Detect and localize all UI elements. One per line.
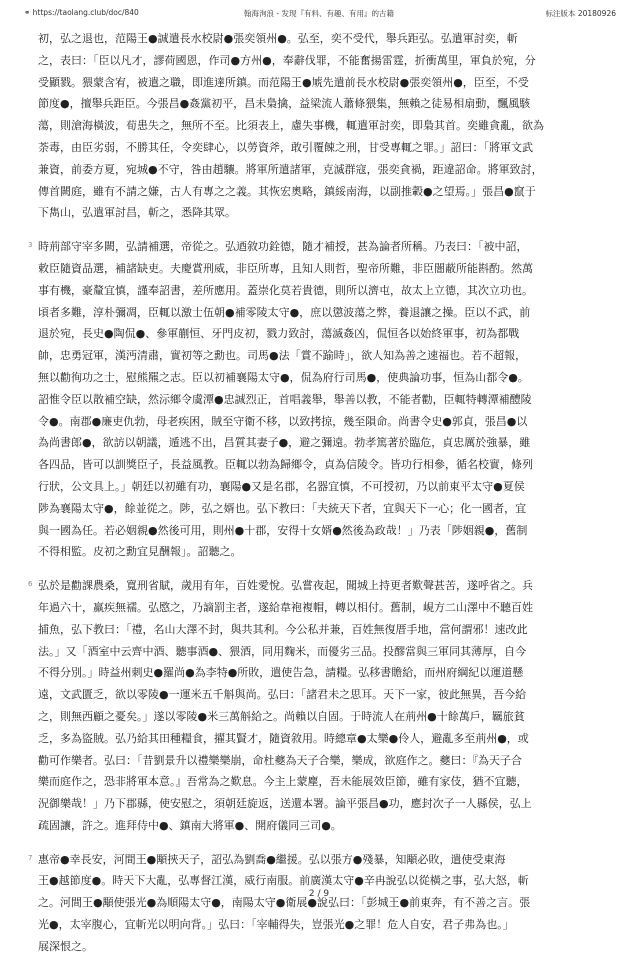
text-line: 弘於是勸課農桑，寬刑省賦，歲用有年，百姓愛悅。弘嘗夜起，聞城上持更者歎聲甚苦，遂呼省之。兵	[38, 579, 533, 593]
text-line: 不得分別。」時益州刺史●羅尚●為李特●所敗，遣使告急，請糧。弘移書贍給，而州府綱紀以運道懸	[38, 666, 524, 680]
paragraph-7	[28, 849, 613, 958]
paragraph-3	[28, 236, 613, 563]
text-line: 蕩，則滄海橫波，荀患失之，無所不至。比須表上，慮失事機，輒遣軍討奕，即梟其首。奕雖貪亂，欲為	[38, 119, 544, 133]
text-line: 荼毒，由臣劣弱，不勝其任，令奕肆心，以勞資斧，敢引覆餗之刑，甘受專輒之罪。」詔曰：「將軍文武	[38, 140, 533, 154]
text-line: 疏固讓，許之。進拜侍中●、鎮南大將軍●、開府儀同三司●。	[38, 818, 342, 832]
text-line: 樂而庭作之，恐非將軍本意。』吾常為之歎息。今主上蒙塵，吾未能展效臣節，雖有家伎，猶不宜聽，	[38, 775, 528, 789]
text-line: 無以勸徇功之士，慰熊羆之志。臣以初補襄陽太守●，侃為府行司馬●，使典論功事，恒為山都令●。	[38, 370, 529, 384]
text-line: 惠帝●幸長安，河間王●顒挾天子，詔弘為劉喬●繼援。弘以張方●殘暴，知顒必敗，遣使受東海	[38, 852, 506, 866]
paragraph-number: 7	[28, 853, 33, 862]
text-line: 年過六十，羸疾無襦。弘愍之，乃謫罰主者，遂給韋袍複帽，轉以相付。舊制，峴方二山澤中不聽百姓	[38, 600, 533, 614]
text-line: 令●。南郡●廉吏仇勃，母老疾困，賊至守衛不移，以致拷掠，幾至隕命。尚書令史●郭貞，張昌●以	[38, 414, 528, 428]
paragraph-number: 6	[28, 580, 33, 589]
text-line: 與一國為任。若必姻親●然後可用，則州●十郡，安得十女婿●然後為政哉！」乃表「陟姻親●，舊制	[38, 523, 528, 537]
text-line: 帥，忠勇冠軍，漢沔清肅，實初等之勳也。司馬●法「賞不踰時」，欲人知為善之速福也。若不超報，	[38, 349, 527, 363]
text-line: 不得相監。皮初之勳宜見酬報」。詔聽之。	[38, 545, 242, 559]
text-line: 初，弘之退也，范陽王●誠遣長水校尉●張奕領州●。弘至，奕不受代，舉兵距弘。弘遣軍討奕，斬	[38, 32, 518, 45]
text-line: 之，則無西顧之憂矣。」遂以零陵●米三萬斛給之。尚賴以自固。于時流人在荊州●十餘萬戶，羈旅貧	[38, 709, 525, 723]
document-body	[28, 28, 613, 958]
text-line: 敕臣隨資品選，補諸缺吏。夫慶賞刑威，非臣所專，且知人則哲，聖帝所難，非臣闇蔽所能斟酌。然萬	[38, 261, 533, 275]
header-url[interactable]: ⚭ https://taolang.club/doc/840	[24, 8, 139, 17]
header-version: 标注版本 20180926	[545, 9, 616, 18]
text-line: 為尚書郎●，欲訪以朝議，遁逃不出，昌質其妻子●，避之彌遠。勃孝篤著於臨危，貞忠厲於強暴，雖	[38, 436, 531, 450]
header-title: 翰海洵浪 - 发现『有料、有趣、有用』的古籍	[244, 9, 394, 18]
page-header	[0, 0, 638, 22]
text-line: 頃者多難，淳朴彌凋，臣輒以激士伍朝●補零陵太守●，庶以懲波蕩之弊，養退讓之操。臣以不武，前	[38, 305, 531, 319]
text-line: 行狀，公文具上。」朝廷以初雖有功，襄陽●又是名郡，名器宜慎，不可授初，乃以前東平太守●夏侯	[38, 479, 525, 493]
text-line: 法。」又「酒室中云齊中酒、聽事酒●、猥酒，同用麴米，而優劣三品。投醪當與三軍同其薄厚，自今	[38, 644, 527, 658]
text-line: 時荊部守宰多闕，弘請補選，帝從之。弘迺敘功銓德，隨才補授，甚為論者所稱。乃表曰：「被中詔，	[38, 240, 528, 254]
text-line: 陟為襄陽太守●，餘並從之。陟，弘之婿也。弘下教曰：「夫統天下者，宜與天下一心；化一國者，宜	[38, 501, 527, 515]
text-line: 事有機，豪釐宜慎，謹奉詔書，差所應用。蓋崇化莫若貴德，則所以濟屯，故太上立德，其次立功也。	[38, 283, 533, 297]
text-line: 遠，文武匱乏，欲以零陵●一運米五千斛與尚。弘曰：「諸君未之思耳。天下一家，彼此無異，吾今給	[38, 688, 527, 702]
text-line: 捕魚，弘下教曰：「禮，名山大澤不封，與共其利。今公私并兼，百姓無復厝手地，當何謂邪！速改此	[38, 622, 528, 636]
paragraph-6	[28, 575, 613, 837]
text-line: 光●，太宰腹心，宜斬光以明向背。」弘曰：「宰輔得失，豈張光●之罪！危人自安，君子弗為也。」	[38, 918, 514, 932]
text-line: 各四品，皆可以訓獎臣子，長益風教。臣輒以勃為歸鄉令，貞為信陵令。皆功行相參，循名校實，條列	[38, 458, 533, 472]
text-line: 節度●，擅舉兵距臣。今張昌●姦黨初平，昌未梟擒，益梁流人蕭條猥集，無賴之徒易相扇動，飄風駭	[38, 97, 531, 111]
text-line: 王●越節度●。時天下大亂，弘專督江漢，威行南服。前廣漢太守●辛冉說弘以從橫之事，弘大怒，斬	[38, 874, 529, 888]
text-line: 況御樂哉！」乃下郡縣，使安慰之，須朝廷旋返，送還本署。論平張昌●功，應封次子一人縣侯，弘上	[38, 797, 532, 811]
paragraph-intro	[38, 28, 613, 224]
text-line: 之，表曰：「臣以凡才，謬荷國恩，作司●方州●，奉辭伐罪，不能奮揚雷霆，折衝萬里，軍負於宛，分	[38, 53, 536, 67]
text-line: 兼資，前委方夏，宛城●不守，咎由趙驤。將軍所遣諸軍，克滅群寇，張奕貪禍，距違詔命。將軍致討，	[38, 162, 543, 176]
page-number: 2 / 9	[308, 889, 330, 899]
text-line: 下雋山，弘遣軍討昌，斬之，悉降其眾。	[38, 206, 236, 220]
text-line: 之。河間王●顒使張光●為順陽太守●，南陽太守●衛展●說弘曰：「彭城王●前東奔，有不善之言。張	[38, 896, 531, 910]
text-line: 乏，多為盜賊。弘乃給其田種糧食，擢其賢才，隨資敘用。時總章●太樂●伶人，避亂多至荊州●，或	[38, 731, 529, 745]
text-line: 退於宛，長史●陶侃●、參軍蒯恒、牙門皮初，戮力致討，蕩滅姦凶，侃恒各以始終軍事，初為都戰	[38, 327, 520, 341]
text-line: 勸可作樂者。弘曰：「昔劉景升以禮樂樂崩，命杜夔為天子合樂，樂成，欲庭作之。夔曰：『為天子合	[38, 753, 522, 767]
text-line: 詔惟令臣以散補空缺，然沶鄉令虞潭●忠誠烈正，首唱義舉，舉善以教，不能者勸，臣輒特轉潭補醴陵	[38, 392, 532, 406]
text-line: 展深恨之。	[38, 939, 93, 953]
text-line: 受顯戮。猥蒙含宥，被遣之職，即進達所鎮。而范陽王●虓先遣前長水校尉●張奕領州●，臣至，不受	[38, 75, 529, 89]
text-line: 傳首闕庭，雖有不請之嫌，古人有專之之義。其恢宏奧略，鎮綏南海，以副推轂●之望焉。」張昌●竄于	[38, 184, 536, 198]
paragraph-number: 3	[28, 241, 33, 250]
